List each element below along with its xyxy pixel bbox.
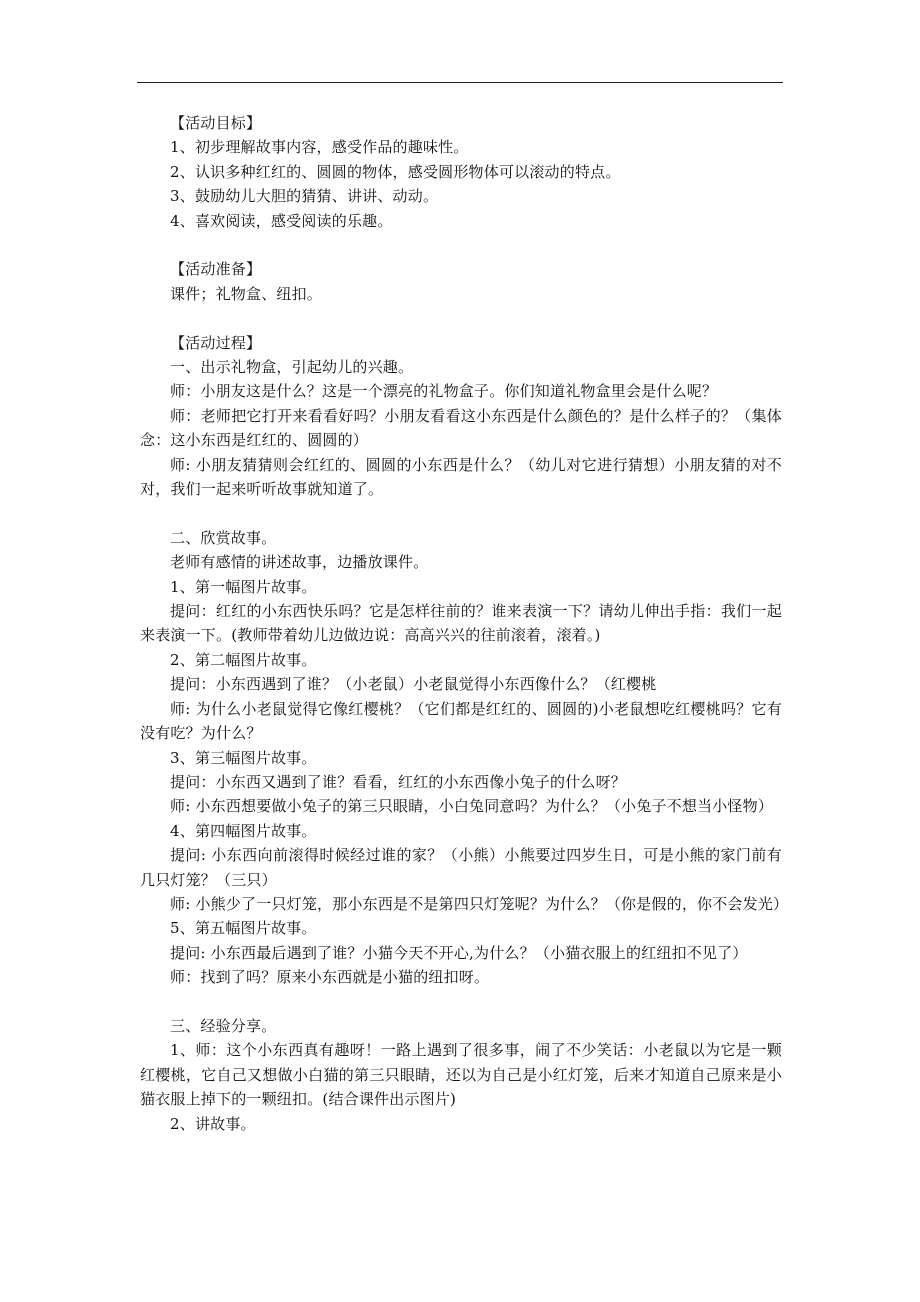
- goal-item: 2、认识多种红红的、圆圆的物体，感受圆形物体可以滚动的特点。: [170, 162, 621, 181]
- process-paragraph: 4、第四幅图片故事。: [170, 821, 317, 840]
- spacer: [140, 501, 782, 525]
- process-paragraph: 三、经验分享。: [170, 1016, 277, 1035]
- spacer: [140, 990, 782, 1014]
- prep-heading: 【活动准备】: [170, 260, 262, 279]
- process-paragraph: 二、欣赏故事。: [170, 528, 277, 547]
- header-rule: [137, 82, 783, 83]
- spacer: [140, 306, 782, 330]
- goal-item: 4、喜欢阅读，感受阅读的乐趣。: [170, 211, 393, 230]
- process-paragraph: 1、师：这个小东西真有趣呀！一路上遇到了很多事，闹了不少笑话：小老鼠以为它是一颗红樱桃，它自己又想做小白猫的第三只眼睛，还以为自己是小红灯笼，后来才知道自己原来是小猫衣服上掉下的一颗纽扣。(结合课件出示图片): [140, 1041, 782, 1109]
- process-paragraph: 3、第三幅图片故事。: [170, 748, 317, 767]
- process-paragraph: 2、讲故事。: [170, 1114, 256, 1133]
- process-paragraph: 提问: 小东西最后遇到了谁？小猫今天不开心,为什么？（小猫衣服上的红纽扣不见了）: [170, 943, 748, 962]
- process-heading: 【活动过程】: [170, 333, 262, 352]
- goals-heading: 【活动目标】: [170, 114, 262, 132]
- process-paragraph: 提问：红红的小东西快乐吗？它是怎样往前的？谁来表演一下？请幼儿伸出手指：我们一起来表演一下。(教师带着幼儿边做边说：高高兴兴的往前滚着，滚着。): [140, 602, 782, 645]
- process-paragraph: 提问: 小东西向前滚得时候经过谁的家？（小熊）小熊要过四岁生日，可是小熊的家门前有几只灯笼？（三只）: [140, 846, 782, 889]
- process-paragraph: 5、第五幅图片故事。: [170, 919, 317, 938]
- process-paragraph: 师：小朋友这是什么？这是一个漂亮的礼物盒子。你们知道礼物盒里会是什么呢？: [170, 382, 718, 401]
- process-paragraph: 师：老师把它打开来看看好吗？小朋友看看这小东西是什么颜色的？是什么样子的？（集体念：这小东西是红红的、圆圆的）: [140, 406, 782, 450]
- process-paragraph: 师：找到了吗？原来小东西就是小猫的纽扣呀。: [170, 968, 490, 987]
- process-paragraph: 师: 小熊少了一只灯笼，那小东西是不是第四只灯笼呢？为什么？（你是假的，你不会发光）: [170, 894, 789, 913]
- process-paragraph: 提问：小东西又遇到了谁？看看，红红的小东西像小兔子的什么呀？: [170, 772, 627, 791]
- process-paragraph: 老师有感情的讲述故事，边播放课件。: [170, 553, 429, 572]
- process-paragraph: 提问：小东西遇到了谁？（小老鼠）小老鼠觉得小东西像什么？（红樱桃: [170, 675, 657, 694]
- document-body: [140, 111, 789, 1136]
- prep-item: 课件；礼物盒、纽扣。: [170, 284, 323, 303]
- goal-item: 1、初步理解故事内容，感受作品的趣味性。: [170, 138, 469, 157]
- process-paragraph: 师: 小东西想要做小兔子的第三只眼睛，小白兔同意吗？为什么？（小兔子不想当小怪物）: [170, 797, 774, 816]
- process-paragraph: 师: 小朋友猜猜则会红红的、圆圆的小东西是什么？（幼儿对它进行猜想）小朋友猜的对不对，我们一起来听听故事就知道了。: [140, 455, 782, 499]
- process-paragraph: 一、出示礼物盒，引起幼儿的兴趣。: [170, 358, 414, 377]
- process-paragraph: 师: 为什么小老鼠觉得它像红樱桃？（它们都是红红的、圆圆的)小老鼠想吃红樱桃吗？它有没有吃？为什么？: [140, 699, 782, 743]
- process-paragraph: 1、第一幅图片故事。: [170, 577, 317, 596]
- process-paragraph: 2、第二幅图片故事。: [170, 650, 317, 669]
- goal-item: 3、鼓励幼儿大胆的猜猜、讲讲、动动。: [170, 187, 439, 206]
- spacer: [140, 233, 782, 257]
